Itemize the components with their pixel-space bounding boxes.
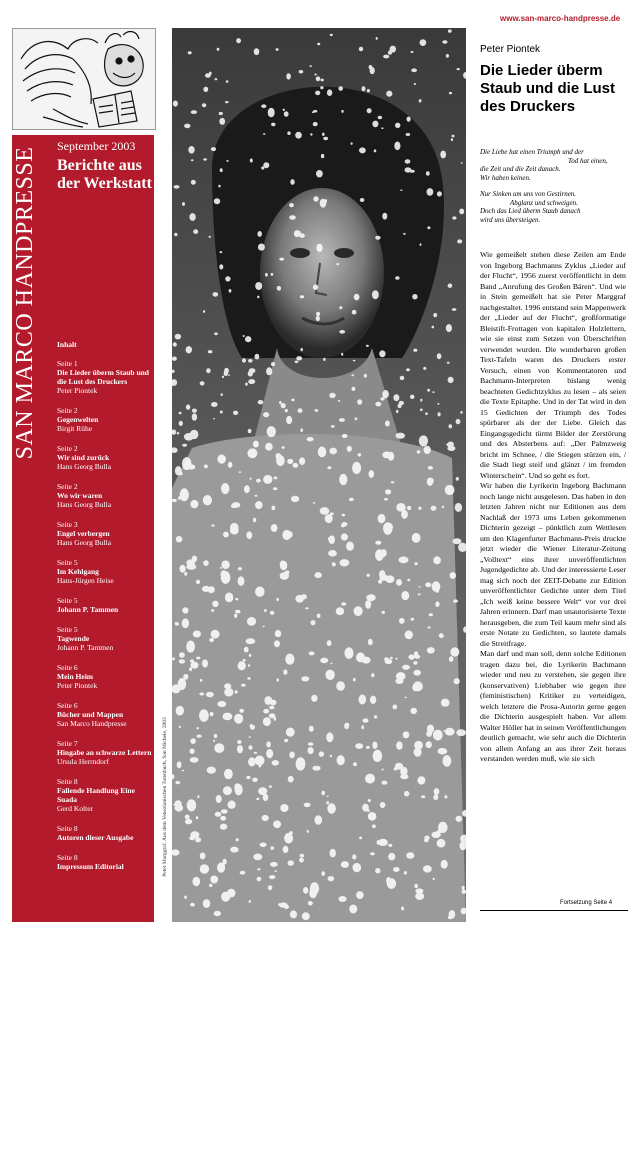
- article-paragraph: Wie gemeißelt stehen diese Zeilen am Ende von Ingeborg Bachmanns Zyklus „Lieder auf der Flucht“, 1956 zuerst veröffentlicht in dem Band „Anrufung des Großen Bären“. Und wie in Stein gemeißelt hat sie Peter Marggraf nachgestaltet. 1996 entstand sein Mappenwerk der „Lieder auf der Flucht“, großformatige Bleistift-Frottagen von kapitalen Holzlettern, wie sie einst zum Setzen von Überschriften verwendet wurden. Die wunderbaren großen Text-Tafeln waren des Druckers erster Versuch, einen von Kommentatoren und Bachmann-Interpreten bislang wenig beachteten Gedichtzyklus zu lesen – als seien die Texte Epitaphe. Und in der Tat wird in den 15 Gedichten der Triumph des Todes spürbarer als der der Liebe. Gleich das Eingangsgedicht türmt Bilder der Zerstörung und des Absterbens auf: „Der Palmzweig bricht im Schnee, / die Stiegen stürzen ein, / die Stadt liegt steif und glänzt / im fremden Winterschein“. Und so geht es fort.: [480, 250, 626, 480]
- toc-author: San Marco Handpresse: [57, 719, 127, 728]
- portrait-photo: [172, 28, 466, 922]
- lion-logo-icon: [13, 29, 155, 129]
- toc-author: Hans Georg Bulla: [57, 500, 112, 509]
- toc-entry[interactable]: [57, 520, 152, 547]
- poem-line: Tod hat einen,: [568, 156, 608, 165]
- epigraph-poem: [480, 148, 630, 232]
- article-paragraph: Man darf und man soll, denn solche Editionen tragen dazu bei, die Lyrikerin Bachmann wieder und neu zu verstehen, sie gegen ihre (konservativen) Liebhaber wie gegen ihre (feministischen) Kritiker zu verteidigen, welch letztere die Prosa-Autorin gerne gegen die Dichterin ausgespielt haben. Vor allem Walter Höller hat in seinen Veröffentlichungen deutlich gemacht, wie sehr auch die Dichterin von allem Anfang an aus ihrer Zeit heraus verstanden werden muß, wie sie sich: [480, 649, 626, 763]
- toc-title: Autoren dieser Ausgabe: [57, 833, 134, 842]
- toc-title: Gegenwelten: [57, 415, 99, 424]
- poem-line: wird uns übersteigen.: [480, 215, 541, 224]
- toc-entry[interactable]: [57, 406, 152, 433]
- article-paragraph: Wir haben die Lyrikerin Ingeborg Bachmann noch lange nicht ausgelesen. Das haben in den letzten Jahren nicht nur Editionen aus dem Nachlaß der 1973 ums Leben gekommenen Dichterin gezeigt – pünktlich zum Wettlesen um den Klagenfurter Bachmann-Preis druckte jetzt wieder die Wiener Literatur-Zeitung „Volltext“ eins ihrer unveröffentlichten Jugendgedichte ab. Und der interessierte Leser mag sich noch der ZEIT-Debatte zur Edition unveröffentlichter Gedichte unter dem Titel „Ich weiß keine bessere Welt“ vor vor drei Jahren erinnern. Darf man unautorisierte Texte herausgeben, die zum Teil kaum mehr sind als erste Notate zu Gedichten, so lautete damals die Streitfrage.: [480, 481, 626, 648]
- toc-author: Hans-Jürgen Heise: [57, 576, 114, 585]
- toc-entry[interactable]: [57, 558, 152, 585]
- toc-page: Seite 7: [57, 739, 78, 748]
- poem-line: Nur Sinken um uns von Gestirnen.: [480, 190, 577, 198]
- toc-entry[interactable]: [57, 663, 152, 690]
- masthead-vertical: [12, 135, 51, 922]
- article-author: Peter Piontek: [480, 44, 541, 55]
- toc-entry[interactable]: [57, 625, 152, 652]
- toc-page: Seite 8: [57, 824, 78, 833]
- continuation-link[interactable]: Fortsetzung Seite 4: [560, 900, 613, 906]
- toc-title: Engel verbergen: [57, 529, 110, 538]
- toc-entry[interactable]: [57, 701, 152, 728]
- masthead-title: SAN MARCO HANDPRESSE: [12, 146, 38, 460]
- toc-page: Seite 5: [57, 625, 78, 634]
- toc-page: Seite 3: [57, 520, 78, 529]
- toc-page: Seite 8: [57, 853, 78, 862]
- sidebar: [12, 135, 154, 922]
- toc-page: Seite 1: [57, 359, 78, 368]
- poem-line: Wir haben keinen.: [480, 173, 531, 182]
- toc-author: Johann P. Tammen: [57, 643, 114, 652]
- poem-stanza: [480, 148, 630, 182]
- toc-author: Ursula Herrndorf: [57, 757, 109, 766]
- toc-entry[interactable]: [57, 824, 152, 842]
- toc-entry[interactable]: [57, 596, 152, 614]
- toc-entry[interactable]: [57, 853, 152, 871]
- toc-author: Hans Georg Bulla: [57, 538, 112, 547]
- winged-lion-logo: [12, 28, 156, 130]
- article-body: [480, 250, 626, 765]
- poem-line: Die Liebe hat einen Triumph und der: [480, 148, 584, 156]
- toc-heading: Inhalt: [57, 340, 77, 349]
- toc-entry[interactable]: [57, 482, 152, 509]
- toc-title: Wo wir waren: [57, 491, 103, 500]
- poem-line: Abglanz und schweigen.: [510, 198, 578, 207]
- article-title: Die Lieder überm Staub und die Lust des Druckers: [480, 62, 615, 115]
- toc-title: Hingabe an schwarze Lettern: [57, 748, 152, 757]
- toc-author: Peter Piontek: [57, 681, 98, 690]
- toc-page: Seite 8: [57, 777, 78, 786]
- poem-line: Doch das Lied überm Staub danach: [480, 207, 581, 215]
- toc-title: Im Kehlgang: [57, 567, 99, 576]
- toc-author: Hans Georg Bulla: [57, 462, 112, 471]
- toc-title: Fallende Handlung Eine Suada: [57, 786, 135, 804]
- toc-page: Seite 5: [57, 596, 78, 605]
- issue-date: September 2003: [57, 139, 136, 153]
- website-url[interactable]: www.san-marco-handpresse.de: [500, 14, 621, 23]
- poem-line: die Zeit und die Zeit danach.: [480, 165, 561, 173]
- toc-entry[interactable]: [57, 777, 152, 813]
- toc-title: Johann P. Tammen: [57, 605, 119, 614]
- bottom-rule: [480, 910, 628, 911]
- toc-title: Die Lieder überm Staub und die Lust des Druckers: [57, 368, 149, 386]
- toc-page: Seite 6: [57, 701, 78, 710]
- poem-stanza: [480, 190, 630, 224]
- toc-entry[interactable]: [57, 444, 152, 471]
- toc-page: Seite 2: [57, 444, 78, 453]
- toc-author: Birgit Rühe: [57, 424, 93, 433]
- toc-title: Bücher und Mappen: [57, 710, 124, 719]
- toc-title: Wir sind zurück: [57, 453, 110, 462]
- toc-author: Peter Piontek: [57, 386, 98, 395]
- toc-entry[interactable]: [57, 359, 152, 395]
- issue-headline: Berichte aus der Werkstatt: [57, 157, 152, 192]
- table-of-contents: [57, 340, 152, 882]
- toc-entry[interactable]: [57, 739, 152, 766]
- toc-title: Impressum Editorial: [57, 862, 124, 871]
- portrait-image: [172, 28, 466, 922]
- toc-page: Seite 2: [57, 482, 78, 491]
- photo-caption-text: Peter Marggraf, Aus dem Venezianischen Totenbuch, San Michele, 2003: [162, 717, 168, 877]
- toc-page: Seite 5: [57, 558, 78, 567]
- toc-title: Mein Heim: [57, 672, 94, 681]
- toc-title: Tagwende: [57, 634, 90, 643]
- photo-caption: [155, 717, 175, 1162]
- toc-author: Gerd Kolter: [57, 804, 94, 813]
- toc-page: Seite 6: [57, 663, 78, 672]
- toc-page: Seite 2: [57, 406, 78, 415]
